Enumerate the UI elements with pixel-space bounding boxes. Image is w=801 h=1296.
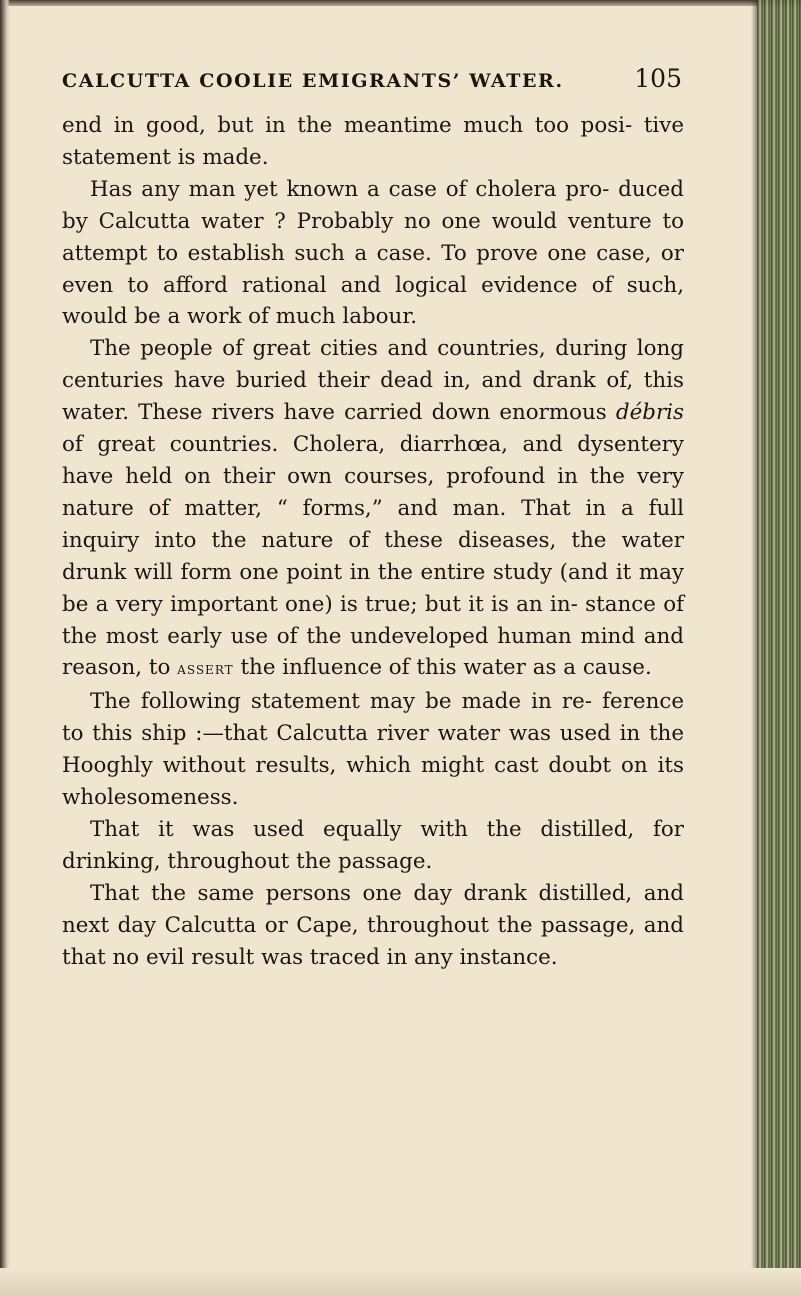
page-bottom-edge <box>0 1268 801 1296</box>
binding-shadow <box>0 0 10 1296</box>
paragraph-distilled-drinking: That it was used equally with the distilled, for drinking, throughout the passage. <box>62 816 684 874</box>
paragraph-text-segment: the influence of this water as a cause. <box>233 655 652 681</box>
small-caps-assert: assert <box>177 659 234 680</box>
paragraph-ship-statement: The following statement may be made in re- ference to this ship :—that Calcutta river water was used in the Hooghly without results, which might cast doubt on its wholesomeness. <box>62 689 684 811</box>
paragraph-cholera-question: Has any man yet known a case of cholera pro- duced by Calcutta water ? Probably no one would venture to attempt to establish such a case. To prove one case, or even to afford rational and logical evidence of such, would be a work of much labour. <box>62 176 684 330</box>
paragraph-same-persons: That the same persons one day drank distilled, and next day Calcutta or Cape, throughout the passage, and that no evil result was traced in any instance. <box>62 880 684 970</box>
body-text <box>62 110 684 973</box>
page-header <box>62 64 682 98</box>
paragraph-continuation: end in good, but in the meantime much too posi- tive statement is made. <box>62 113 684 170</box>
paragraph-text-segment: of great countries. Cholera, diarrhœa, and dysentery have held on their own courses, profound in the very nature of matter, “ forms,” and man. That in a full inquiry into the nature of these diseases, the water drunk will form one point in the entire study (and it may be a very important one) is true; but it is an in- stance of the most early use of the undeveloped human mind and reason, to <box>62 432 684 681</box>
page-top-edge <box>0 0 801 6</box>
page-number: 105 <box>634 64 682 93</box>
italic-term-debris: débris <box>615 400 684 426</box>
paragraph-great-cities <box>62 333 684 686</box>
paragraph-text-segment: The people of great cities and countries, during long centuries have buried their dead in, and drank of, this water. These rivers have carried down enormous <box>62 336 684 426</box>
running-head: CALCUTTA COOLIE EMIGRANTS’ WATER. <box>62 70 564 92</box>
page-fore-edge <box>757 0 801 1296</box>
